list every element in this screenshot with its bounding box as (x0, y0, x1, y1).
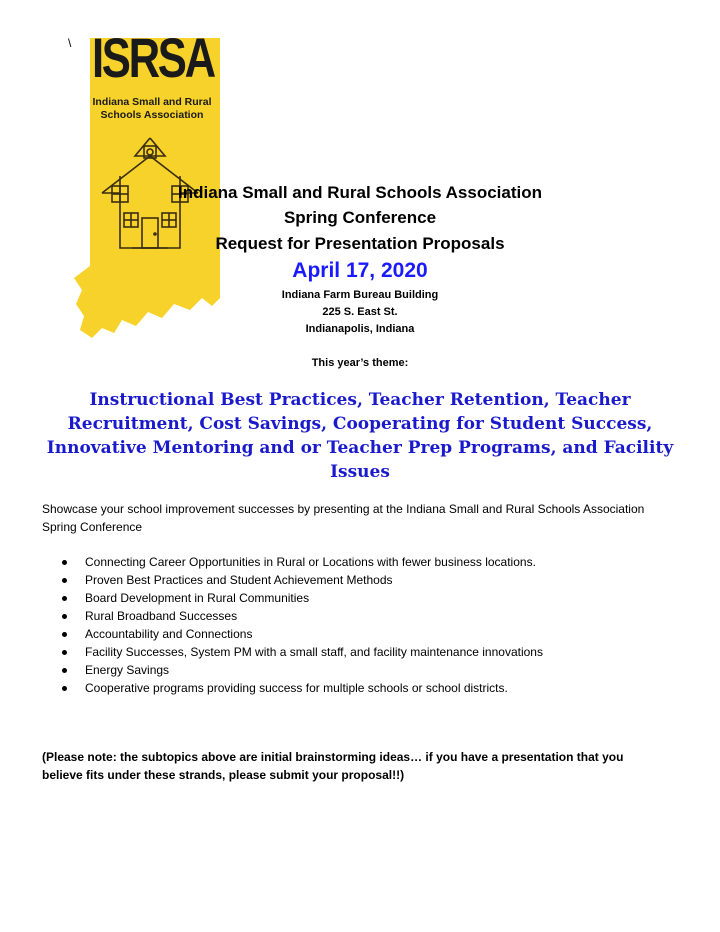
list-item: Connecting Career Opportunities in Rural or Locations with fewer business locations. (62, 553, 543, 571)
intro-paragraph: Showcase your school improvement successes by presenting at the Indiana Small and Rural Schools Association Spring Conference (42, 502, 645, 534)
venue-building: Indiana Farm Bureau Building (281, 289, 439, 301)
list-item: Rural Broadband Successes (62, 607, 543, 625)
logo-organization-name: Indiana Small and Rural Schools Association (92, 96, 212, 121)
bullet-icon (62, 632, 67, 637)
conference-theme: Instructional Best Practices, Teacher Retention, Teacher Recruitment, Cost Savings, Cooperating for Student Success, Innovative Mentoring and or Teacher Prep Programs, and Facility Issues (46, 390, 674, 482)
brainstorming-note: (Please note: the subtopics above are initial brainstorming ideas… if you have a presentation that you believe fits under these strands, please submit your proposal!!) (42, 750, 624, 782)
venue-city: Indianapolis, Indiana (305, 323, 415, 335)
event-date: April 17, 2020 (292, 259, 428, 282)
bullet-icon (62, 668, 67, 673)
organization-title: Indiana Small and Rural Schools Association (177, 183, 542, 202)
stray-backslash: \ (68, 36, 72, 50)
topics-list (62, 553, 543, 697)
theme-label: This year’s theme: (311, 357, 409, 369)
bullet-icon (62, 614, 67, 619)
bullet-icon (62, 578, 67, 583)
list-item: Energy Savings (62, 661, 543, 679)
list-item: Board Development in Rural Communities (62, 589, 543, 607)
bullet-icon (62, 560, 67, 565)
event-title: Spring Conference (283, 208, 437, 227)
list-item: Accountability and Connections (62, 625, 543, 643)
list-item: Cooperative programs providing success for multiple schools or school districts. (62, 679, 543, 697)
list-item: Proven Best Practices and Student Achievement Methods (62, 571, 543, 589)
logo-acronym: ISRSA (92, 26, 214, 89)
list-item: Facility Successes, System PM with a small staff, and facility maintenance innovations (62, 643, 543, 661)
request-title: Request for Presentation Proposals (215, 234, 505, 253)
bullet-icon (62, 686, 67, 691)
venue-address: 225 S. East St. (322, 306, 398, 318)
bullet-icon (62, 596, 67, 601)
bullet-icon (62, 650, 67, 655)
